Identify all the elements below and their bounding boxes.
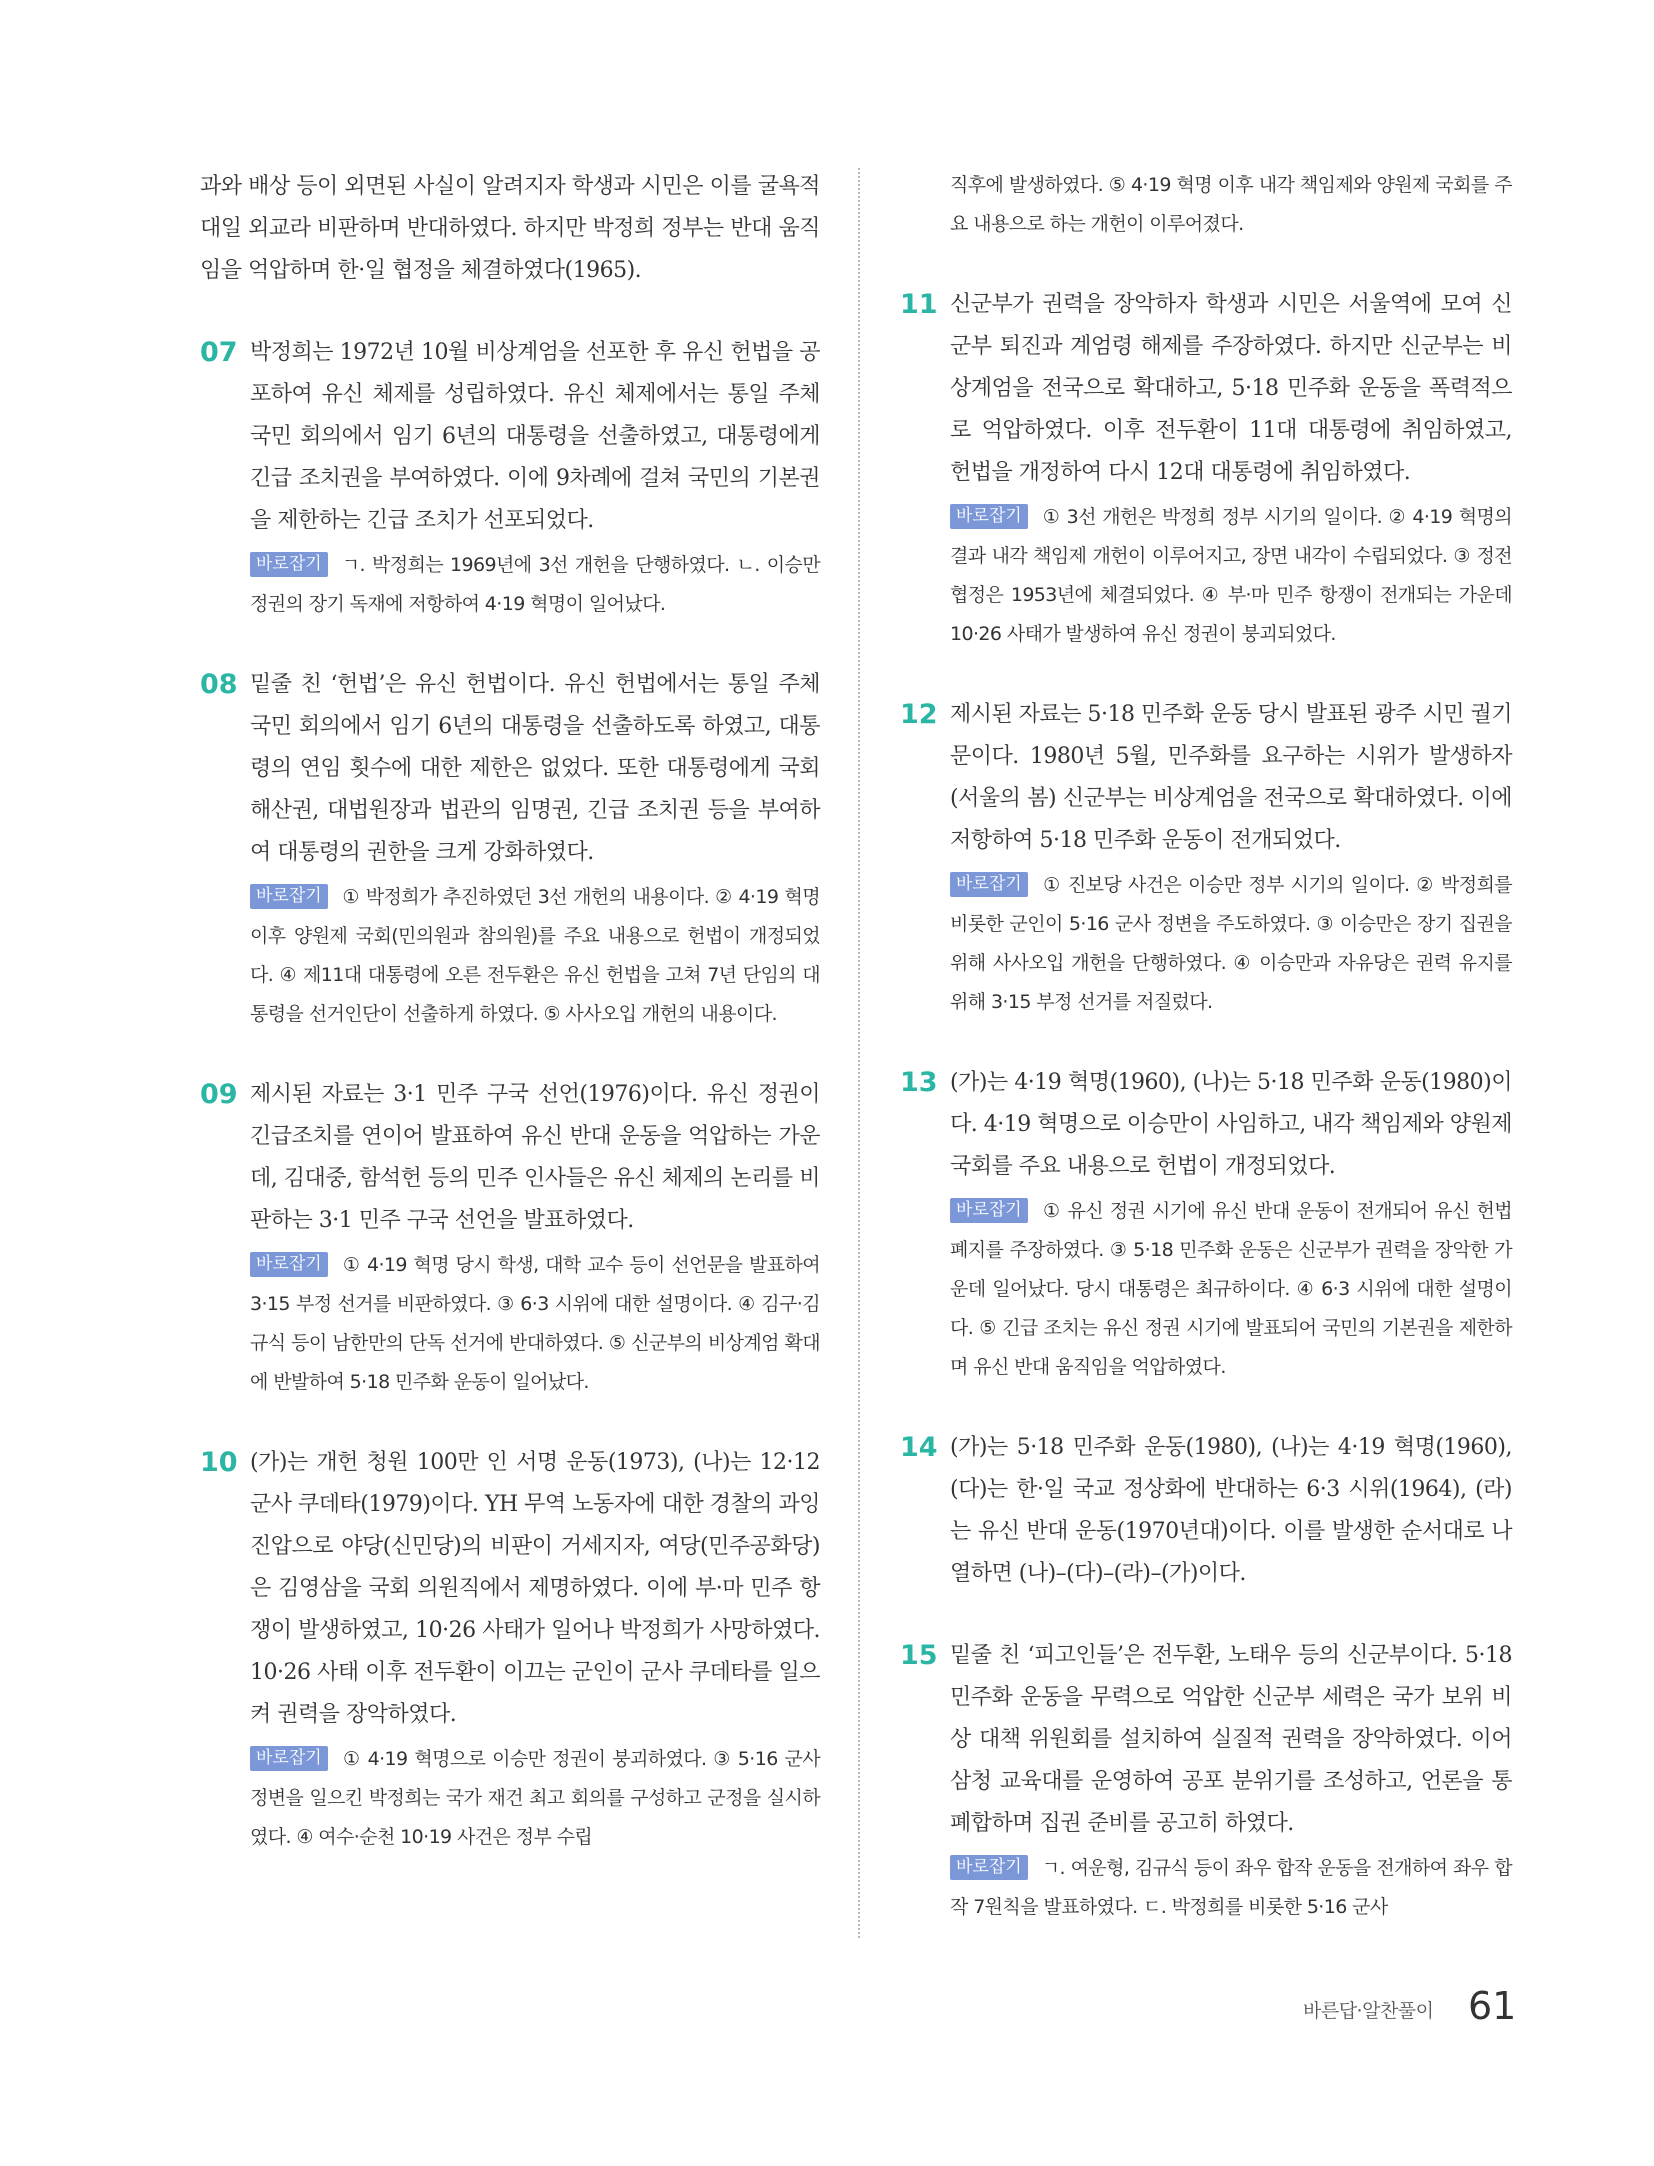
question-text: (가)는 개헌 청원 100만 인 서명 운동(1973), (나)는 12·12 군사 쿠데타(1979)이다. YH 무역 노동자에 대한 경찰의 과잉 진압으로 야당(신민당)의 비판이 거세지자, 여당(민주공화당)은 김영삼을 국회 의원직에서 제명하였다. 이에 부·마 민주 항쟁이 발생하였고, 10·26 사태가 일어나 박정희가 사망하였다. 10·26 사태 이후 전두환이 이끄는 군인이 군사 쿠데타를 일으켜 권력을 장악하였다. [250,1450,820,1727]
question-11 [900,284,1512,654]
question-text: 제시된 자료는 3·1 민주 구국 선언(1976)이다. 유신 정권이 긴급조치를 연이어 발표하여 유신 반대 운동을 억압하는 가운데, 김대중, 함석헌 등의 민주 인사들은 유신 체제의 논리를 비판하는 3·1 민주 구국 선언을 발표하였다. [250,1082,820,1233]
left-column [200,166,820,1857]
question-number: 11 [900,289,938,320]
question-text: (가)는 4·19 혁명(1960), (나)는 5·18 민주화 운동(1980)이다. 4·19 혁명으로 이승만이 사임하고, 내각 책임제와 양원제 국회를 주요 내용으로 헌법이 개정되었다. [950,1070,1512,1179]
question-10 [200,1442,820,1857]
correction-badge: 바로잡기 [250,1746,328,1771]
correction-badge: 바로잡기 [950,504,1028,529]
intro-paragraph: 과와 배상 등이 외면된 사실이 알려지자 학생과 시민은 이를 굴욕적 대일 외교라 비판하며 반대하였다. 하지만 박정희 정부는 반대 움직임을 억압하며 한·일 협정을 체결하였다(1965). [200,174,820,283]
correction-badge: 바로잡기 [950,872,1028,897]
correction-badge: 바로잡기 [250,884,328,909]
question-number: 08 [200,669,238,700]
question-text: 밑줄 친 ‘피고인들’은 전두환, 노태우 등의 신군부이다. 5·18 민주화 운동을 무력으로 억압한 신군부 세력은 국가 보위 비상 대책 위원회를 설치하여 실질적 권력을 장악하였다. 이어 삼청 교육대를 운영하여 공포 분위기를 조성하고, 언론을 통폐합하며 집권 준비를 공고히 하였다. [950,1643,1512,1836]
correction-badge: 바로잡기 [250,552,328,577]
correction-text: ① 3선 개헌은 박정희 정부 시기의 일이다. ② 4·19 혁명의 결과 내각 책임제 개헌이 이루어지고, 장면 내각이 수립되었다. ③ 정전 협정은 1953년에 체결되었다. ④ 부·마 민주 항쟁이 전개되는 가운데 10·26 사태가 발생하여 유신 정권이 붕괴되었다. [950,506,1512,645]
question-text: 밑줄 친 ‘헌법’은 유신 헌법이다. 유신 헌법에서는 통일 주체 국민 회의에서 임기 6년의 대통령을 선출하도록 하였고, 대통령의 연임 횟수에 대한 제한은 없었다. 또한 대통령에게 국회 해산권, 대법원장과 법관의 임명권, 긴급 조치권 등을 부여하여 대통령의 권한을 크게 강화하였다. [250,672,820,865]
question-number: 14 [900,1432,938,1463]
correction-note [950,1192,1512,1387]
page-number: 61 [1468,1984,1517,2028]
question-12 [900,694,1512,1022]
footer-book-title: 바른답·알찬풀이 [1303,2000,1434,2022]
correction-note [950,1849,1512,1927]
question-number: 07 [200,337,238,368]
question-number: 13 [900,1067,938,1098]
question-09 [200,1074,820,1402]
question-number: 09 [200,1079,238,1110]
correction-text: ① 유신 정권 시기에 유신 반대 운동이 전개되어 유신 헌법 폐지를 주장하였다. ③ 5·18 민주화 운동은 신군부가 권력을 장악한 가운데 일어났다. 당시 대통령은 최규하이다. ④ 6·3 시위에 대한 설명이다. ⑤ 긴급 조치는 유신 정권 시기에 발표되어 국민의 기본권을 제한하며 유신 반대 움직임을 억압하였다. [950,1200,1512,1378]
question-text: (가)는 5·18 민주화 운동(1980), (나)는 4·19 혁명(1960), (다)는 한·일 국교 정상화에 반대하는 6·3 시위(1964), (라)는 유신 반대 운동(1970년대)이다. 이를 발생한 순서대로 나열하면 (나)–(다)–(라)–(가)이다. [950,1435,1512,1586]
question-number: 10 [200,1447,238,1478]
question-07 [200,332,820,624]
correction-note [250,878,820,1034]
question-number: 12 [900,699,938,730]
question-08 [200,664,820,1034]
correction-note [250,1740,820,1857]
correction-note [950,866,1512,1022]
question-text: 박정희는 1972년 10월 비상계엄을 선포한 후 유신 헌법을 공포하여 유신 체제를 성립하였다. 유신 체제에서는 통일 주체 국민 회의에서 임기 6년의 대통령을 선출하였고, 대통령에게 긴급 조치권을 부여하였다. 이에 9차례에 걸쳐 국민의 기본권을 제한하는 긴급 조치가 선포되었다. [250,340,820,533]
correction-text: ㄱ. 박정희는 1969년에 3선 개헌을 단행하였다. ㄴ. 이승만 정권의 장기 독재에 저항하여 4·19 혁명이 일어났다. [250,554,820,615]
correction-badge: 바로잡기 [950,1198,1028,1223]
question-13 [900,1062,1512,1387]
question-number: 15 [900,1640,938,1671]
column-divider [858,168,860,1938]
correction-badge: 바로잡기 [950,1855,1028,1880]
correction-text: ① 박정희가 추진하였던 3선 개헌의 내용이다. ② 4·19 혁명 이후 양원제 국회(민의원과 참의원)를 주요 내용으로 헌법이 개정되었다. ④ 제11대 대통령에 오른 전두환은 유신 헌법을 고쳐 7년 단임의 대통령을 선거인단이 선출하게 하였다. ⑤ 사사오입 개헌의 내용이다. [250,886,820,1025]
question-text: 제시된 자료는 5·18 민주화 운동 당시 발표된 광주 시민 궐기문이다. 1980년 5월, 민주화를 요구하는 시위가 발생하자(서울의 봄) 신군부는 비상계엄을 전국으로 확대하였다. 이에 저항하여 5·18 민주화 운동이 전개되었다. [950,702,1512,853]
question-text: 신군부가 권력을 장악하자 학생과 시민은 서울역에 모여 신군부 퇴진과 계엄령 해제를 주장하였다. 하지만 신군부는 비상계엄을 전국으로 확대하고, 5·18 민주화 운동을 폭력적으로 억압하였다. 이후 전두환이 11대 대통령에 취임하였고, 헌법을 개정하여 다시 12대 대통령에 취임하였다. [950,292,1512,485]
correction-text: ① 4·19 혁명으로 이승만 정권이 붕괴하였다. ③ 5·16 군사 정변을 일으킨 박정희는 국가 재건 최고 회의를 구성하고 군정을 실시하였다. ④ 여수·순천 10·19 사건은 정부 수립 [250,1748,820,1848]
correction-note [250,546,820,624]
correction-text: ① 진보당 사건은 이승만 정부 시기의 일이다. ② 박정희를 비롯한 군인이 5·16 군사 정변을 주도하였다. ③ 이승만은 장기 집권을 위해 사사오입 개헌을 단행하였다. ④ 이승만과 자유당은 권력 유지를 위해 3·15 부정 선거를 저질렀다. [950,874,1512,1013]
correction-badge: 바로잡기 [250,1252,328,1277]
right-column [900,166,1512,1927]
question-14 [900,1427,1512,1595]
correction-text: ① 4·19 혁명 당시 학생, 대학 교수 등이 선언문을 발표하여 3·15 부정 선거를 비판하였다. ③ 6·3 시위에 대한 설명이다. ④ 김구·김규식 등이 남한만의 단독 선거에 반대하였다. ⑤ 신군부의 비상계엄 확대에 반발하여 5·18 민주화 운동이 일어났다. [250,1254,820,1393]
question-15 [900,1635,1512,1927]
correction-note [250,1246,820,1402]
correction-note [950,498,1512,654]
continued-note: 직후에 발생하였다. ⑤ 4·19 혁명 이후 내각 책임제와 양원제 국회를 주요 내용으로 하는 개헌이 이루어졌다. [950,174,1512,235]
correction-text: ㄱ. 여운형, 김규식 등이 좌우 합작 운동을 전개하여 좌우 합작 7원칙을 발표하였다. ㄷ. 박정희를 비롯한 5·16 군사 [950,1857,1512,1918]
